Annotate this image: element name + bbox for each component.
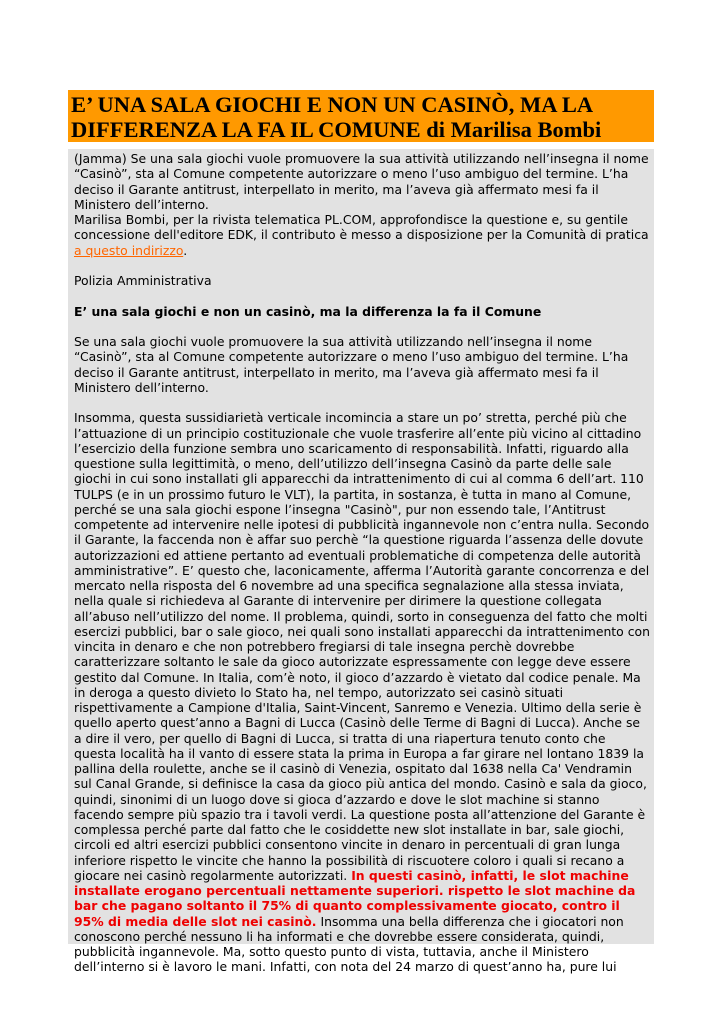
intro-paragraph	[74, 151, 650, 258]
intro-credit-end: .	[183, 242, 188, 258]
article-link[interactable]: a questo indirizzo	[74, 242, 184, 258]
highlighted-text: In questi casinò, infatti, le slot machine installate erogano percentuali nettamente superiori. rispetto le slot machine da bar che pagano soltanto il 75% di quanto complessivamente giocato, contro il 95% di media delle slot nei casinò.	[74, 867, 636, 929]
section-label: Polizia Amministrativa	[74, 273, 212, 288]
paragraph-2	[74, 410, 650, 974]
intro-credit: Marilisa Bombi, per la rivista telematica PL.COM, approfondisce la questione e, su gentile concessione dell'editore EDK, il contributo è messo a disposizione per la Comunità di pratica	[74, 212, 649, 243]
intro-lead: (Jamma) Se una sala giochi vuole promuovere la sua attività utilizzando nell’insegna il nome “Casinò”, sta al Comune competente autorizzare o meno l’uso ambiguo del termine. L’ha deciso il Garante antitrust, interpellato in merito, ma l’aveva già affermato mesi fa il Ministero dell’interno.	[74, 151, 649, 212]
spacer	[74, 288, 650, 303]
title-banner	[68, 90, 654, 142]
paragraph-1: Se una sala giochi vuole promuovere la sua attività utilizzando nell’insegna il nome “Casinò”, sta al Comune competente autorizzare o meno l’uso ambiguo del termine. L’ha deciso il Garante antitrust, interpellato in merito, ma l’aveva già affermato mesi fa il Ministero dell’interno.	[74, 334, 629, 395]
paragraph-2-part-2: Insomma una bella differenza che i giocatori non conoscono perché nessuno li ha informati e che dovrebbe essere considerata, quindi, pubblicità ingannevole. Ma, sotto questo punto di vista, tuttavia, anche il Ministero dell’interno si è lavoro le mani. Infatti, con nota del 24 marzo di quest’anno ha, pure lui	[74, 913, 624, 975]
spacer	[74, 319, 650, 334]
spacer	[74, 258, 650, 273]
article-body	[68, 149, 654, 975]
paragraph-2-part-1: Insomma, questa sussidiarietà verticale incomincia a stare un po’ stretta, perché più che l’attuazione di un principio costituzionale che vuole trasferire all’ente più vicino al cittadino l’esercizio della funzione sembra uno scaricamento di responsabilità. Infatti, riguardo alla questione sulla legittimità, o meno, dell’utilizzo dell’insegna Casinò da parte delle sale giochi in cui sono installati gli apparecchi da intrattenimento di cui al comma 6 dell’art. 110 TULPS (e in un prossimo futuro le VLT), la partita, in sostanza, è tutta in mano al Comune, perché se una sala giochi espone l’insegna "Casinò", pur non essendo tale, l’Antitrust competente ad intervenire nelle ipotesi di pubblicità ingannevole non c’entra nulla. Secondo il Garante, la faccenda non è affar suo perchè “la questione riguarda l’assenza delle dovute autorizzazioni ed attiene pertanto ad eventuali problematiche di competenza delle autorità amministrative”. E’ questo che, laconicamente, afferma l’Autorità garante concorrenza e del mercato nella risposta del 6 novembre ad una specifica segnalazione alla stessa inviata, nella quale si richiedeva al Garante di intervenire per dirimere la questione collegata all’abuso nell’utilizzo del nome. Il problema, quindi, sorto in conseguenza del fatto che molti esercizi pubblici, bar o sale gioco, nei quali sono installati apparecchi da intrattenimento con vincita in denaro e che non potrebbero fregiarsi di tale insegna perchè dovrebbe caratterizzare soltanto le sale da gioco autorizzate espressamente con legge deve essere gestito dal Comune. In Italia, com’è noto, il gioco d’azzardo è vietato dal codice penale. Ma in deroga a questo divieto lo Stato ha, nel tempo, autorizzato sei casinò situati rispettivamente a Campione d'Italia, Saint-Vincent, Sanremo e Venezia. Ultimo della serie è quello aperto quest’anno a Bagni di Lucca (Casinò delle Terme di Bagni di Lucca). Anche se a dire il vero, per quello di Bagni di Lucca, si tratta di una riapertura tenuto conto che questa località ha il vanto di essere stata la prima in Europa a far girare nel lontano 1839 la pallina della roulette, anche se il casinò di Venezia, ospitato dal 1638 nella Ca' Vendramin sul Canal Grande, si definisce la casa da gioco più antica del mondo. Casinò e sala da gioco, quindi, sinonimi di un luogo dove si gioca d’azzardo e dove le slot machine si stanno facendo sempre più spazio tra i tavoli verdi. La questione posta all’attenzione del Garante è complessa perché parte dal fatto che le cosiddette new slot installate in bar, sale giochi, circoli ed altri esercizi pubblici consentono vincite in denaro in percentuali di gran lunga inferiore rispetto le vincite che hanno la possibilità di riscuotere coloro i quali si recano a giocare nei casinò regolarmente autorizzati.	[74, 410, 650, 883]
spacer	[74, 395, 650, 410]
article-subheading: E’ una sala giochi e non un casinò, ma la differenza la fa il Comune	[74, 303, 542, 319]
page-title: E’ UNA SALA GIOCHI E NON UN CASINÒ, MA LA DIFFERENZA LA FA IL COMUNE di Marilisa Bombi	[71, 92, 602, 142]
